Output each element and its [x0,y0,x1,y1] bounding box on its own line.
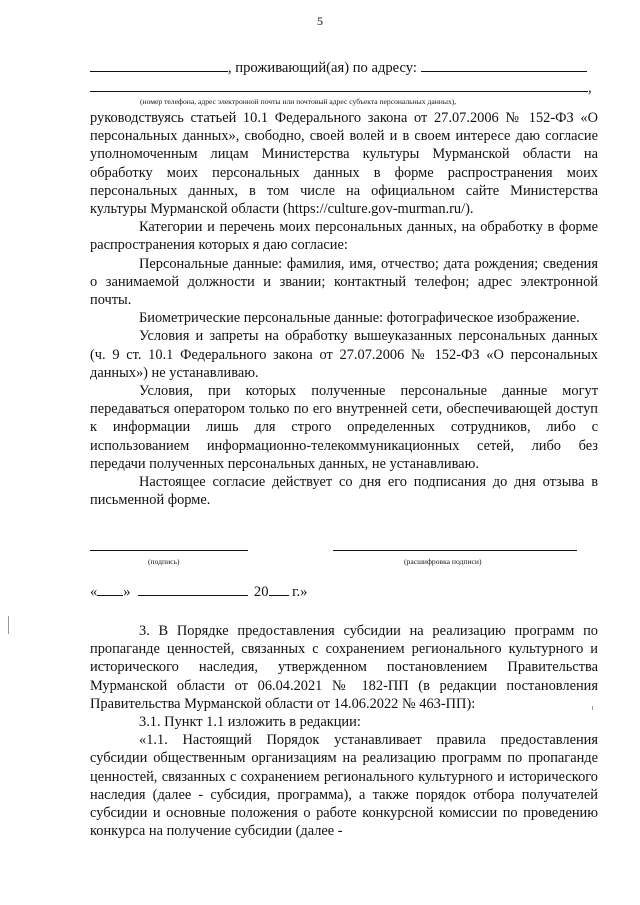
address-row [90,58,598,77]
year-suffix: г.» [292,584,308,600]
page-number: 5 [317,14,323,28]
month-blank [138,582,248,596]
scan-mark [592,706,593,710]
residing-label: , проживающий(ая) по адресу: [228,60,417,76]
address-blank [421,58,587,72]
amendment-paragraph-procedure: 3. В Порядке предоставления субсидии на реализацию программ по пропаганде ценностей, связанных с сохранением регионального культурного и исторического наследия, утвержденном постановлением Правительства Мурманской области от 06.04.2021 № 182-ПП (в редакции постановления Правительства Мурманской области от 14.06.2022 № 463-ПП): [90,623,598,712]
consent-text [90,109,598,509]
consent-paragraph-basis: руководствуясь статьей 10.1 Федерального закона от 27.07.2006 № 152-ФЗ «О персональных данных», свободно, своей волей и в своем интересе даю согласие уполномоченным лицам Министерства культуры Мурманской области на обработку моих персональных данных в форме распространения моих персональных данных, в том числе на официальном сайте Министерства культуры Мурманской области (https://culture.gov-murman.ru/). [90,110,598,218]
consent-paragraph-conditions: Условия и запреты на обработку вышеуказанных персональных данных (ч. 9 ст. 10.1 Федерального закона от 27.07.2006 № 152-ФЗ «О персональных данных») не устанавливаю. [90,328,598,381]
consent-paragraph-transfer: Условия, при которых полученные персональные данные могут передаваться оператором только по его внутренней сети, обеспечивающей доступ к информации лишь для строго определенных сотрудников, либо с использованием информационно-телекоммуникационных сетей, либо без передачи полученных персональных данных, не устанавливаю. [90,383,598,472]
contact-blank [90,78,588,92]
address-continuation-row [90,78,598,97]
consent-paragraph-validity: Настоящее согласие действует со дня его подписания до дня отзыва в письменной форме. [90,474,598,509]
date-open-quote: « [90,584,98,600]
trailing-comma: , [588,80,592,96]
year-blank [269,582,289,596]
date-close-quote: » [123,584,131,600]
consent-paragraph-personal-data: Персональные данные: фамилия, имя, отчество; дата рождения; сведения о занимаемой должности и звании; контактный телефон; адрес электронной почты. [90,255,598,309]
decryption-caption: (расшифровка подписи) [404,557,482,566]
contact-caption: (номер телефона, адрес электронной почты или почтовый адрес субъекта персональных данных), [140,97,457,106]
year-prefix: 20 [253,584,269,600]
consent-paragraph-biometric: Биометрические персональные данные: фотографическое изображение. [139,310,580,327]
amendment-paragraph-clause: 3.1. Пункт 1.1 изложить в редакции: [139,714,361,731]
scan-mark [8,616,9,634]
decryption-line [333,550,577,551]
day-blank [97,582,123,596]
date-row [90,582,598,601]
signature-caption: (подпись) [148,557,180,566]
signature-line [90,550,248,551]
amendment-text [90,622,598,840]
consent-paragraph-categories: Категории и перечень моих персональных данных, на обработку в форме распространения которых я даю согласие: [90,219,598,254]
amendment-paragraph-text: «1.1. Настоящий Порядок устанавливает правила предоставления субсидии общественным организациям на реализацию программ по пропаганде ценностей, связанных с сохранением регионального культурного и исторического наследия (далее - субсидия, программа), а также порядок отбора получателей субсидии и основные положения о работе конкурсной комиссии по проведению конкурса на получение субсидии (далее - [90,732,598,840]
name-blank [90,58,228,72]
